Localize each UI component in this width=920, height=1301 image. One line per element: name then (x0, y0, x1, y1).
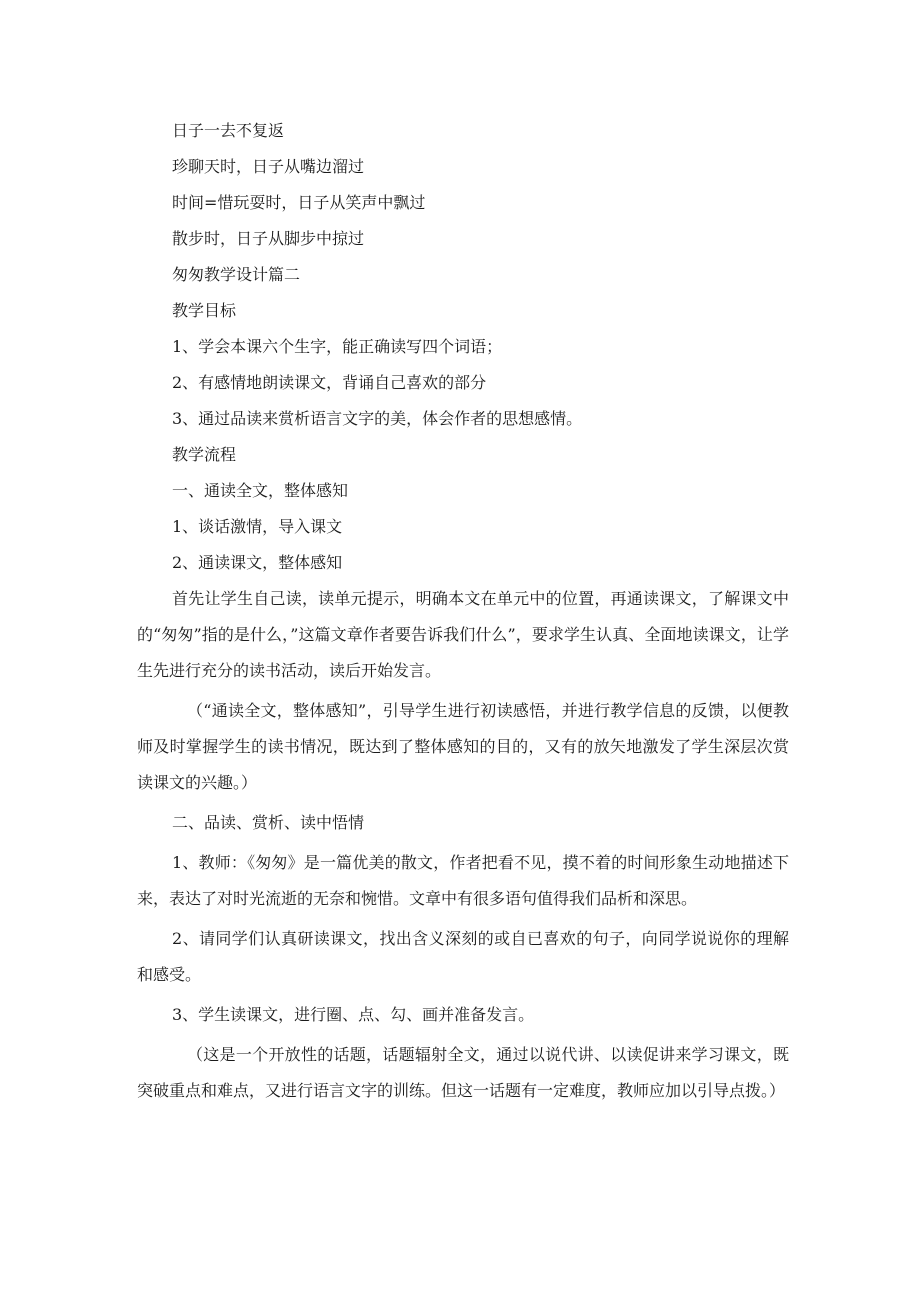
heading-process: 教学流程 (172, 445, 237, 464)
document-body (137, 113, 789, 1109)
objective-item: 2、有感情地朗读课文，背诵自己喜欢的部分 (172, 373, 487, 392)
note-paragraph: （“通读全文，整体感知”，引导学生进行初读感悟，并进行教学信息的反馈，以便教师及时掌握学生的读书情况，既达到了整体感知的目的，又有的放矢地激发了学生深层次赏读课文的兴趣。） (137, 701, 789, 792)
body-paragraph: 2、请同学们认真研读课文，找出含义深刻的或自已喜欢的句子，向同学说说你的理解和感受。 (137, 929, 789, 984)
body-paragraph: 3、学生读课文，进行圈、点、勾、画并准备发言。 (172, 1005, 535, 1024)
objective-item: 3、通过品读来赏析语言文字的美，体会作者的思想感情。 (172, 409, 583, 428)
process-step: 2、通读课文，整体感知 (172, 553, 343, 572)
body-paragraph: 首先让学生自己读，读单元提示，明确本文在单元中的位置，再通读课文，了解课文中的“匆匆”指的是什么，”这篇文章作者要告诉我们什么”，要求学生认真、全面地读课文，让学生先进行充分的读书活动，读后开始发言。 (137, 589, 789, 680)
note-paragraph: （这是一个开放性的话题，话题辐射全文，通过以说代讲、以读促讲来学习课文，既突破重点和难点，又进行语言文字的训练。但这一话题有一定难度，教师应加以引导点拨。） (137, 1045, 789, 1100)
objective-item: 1、学会本课六个生字，能正确读写四个词语； (172, 337, 503, 356)
body-paragraph: 1、教师：《匆匆》是一篇优美的散文，作者把看不见，摸不着的时间形象生动地描述下来，表达了对时光流逝的无奈和惋惜。文章中有很多语句值得我们品析和深思。 (137, 853, 789, 908)
process-heading-1: 一、通读全文，整体感知 (172, 481, 349, 500)
text-line: 散步时，日子从脚步中掠过 (172, 229, 365, 248)
section-title: 匆匆教学设计篇二 (172, 265, 301, 284)
text-line: 日子一去不复返 (172, 121, 285, 140)
text-line: 时间=惜玩耍时，日子从笑声中飘过 (172, 193, 426, 212)
process-step: 1、谈话激情，导入课文 (172, 517, 343, 536)
heading-objectives: 教学目标 (172, 301, 237, 320)
process-heading-2: 二、品读、赏析、读中悟情 (172, 813, 365, 832)
text-line: 珍聊天时，日子从嘴边溜过 (172, 157, 365, 176)
